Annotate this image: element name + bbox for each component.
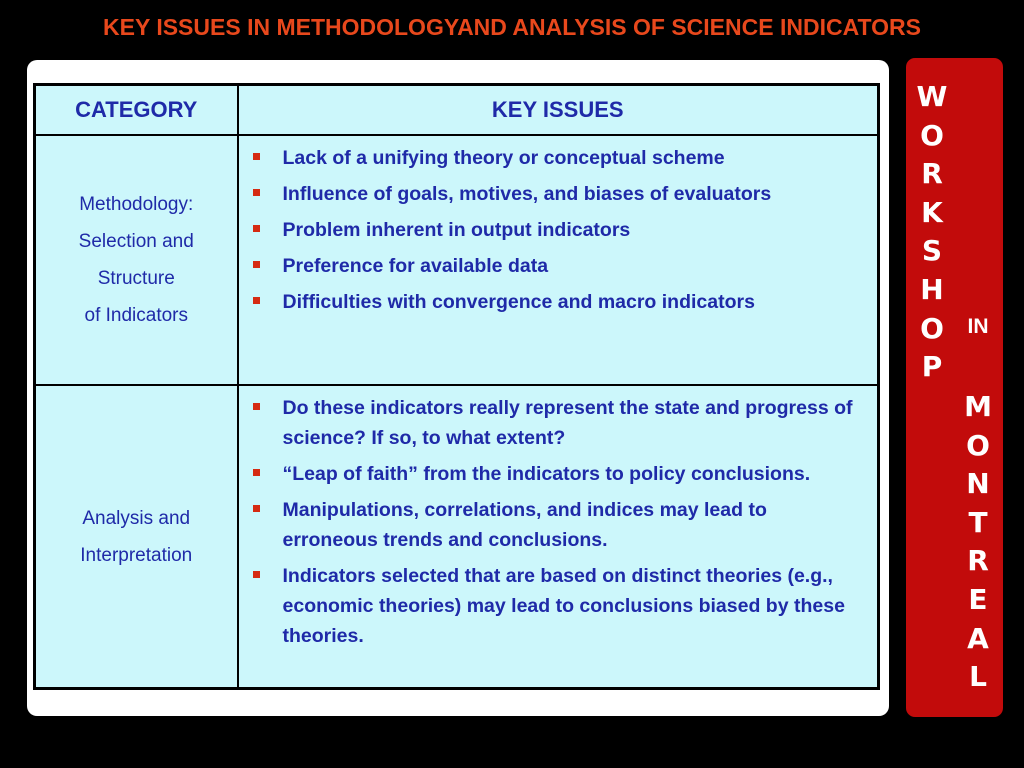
issue-text: Problem inherent in output indicators [282, 219, 631, 241]
issues-cell-methodology [238, 135, 879, 385]
workshop-letter: H [920, 272, 944, 306]
issue-text: Influence of goals, motives, and biases of evaluators [282, 183, 772, 205]
square-bullet-icon [253, 505, 260, 512]
square-bullet-icon [253, 189, 260, 196]
workshop-letter: W [916, 80, 948, 113]
square-bullet-icon [253, 225, 260, 232]
workshop-letter: O [920, 118, 944, 152]
workshop-letter: S [921, 234, 943, 268]
issue-text: Difficulties with convergence and macro indicators [282, 291, 755, 313]
montreal-letter: N [966, 467, 990, 501]
category-line: Methodology: [79, 194, 194, 215]
square-bullet-icon [253, 261, 260, 268]
category-line: Interpretation [80, 544, 193, 566]
workshop-vertical-text [906, 78, 958, 387]
montreal-vertical-text [952, 388, 1004, 697]
montreal-letter: M [964, 390, 992, 423]
table-row-methodology [35, 135, 879, 385]
square-bullet-icon [253, 469, 260, 476]
square-bullet-icon [253, 403, 260, 410]
workshop-letter: P [921, 350, 943, 384]
category-line: Analysis and [82, 507, 191, 529]
montreal-letter: R [967, 544, 989, 578]
list-item [251, 179, 868, 209]
issue-text: Manipulations, correlations, and indices may lead to erroneous trends and conclusions. [282, 499, 767, 551]
list-item [251, 143, 868, 173]
key-issues-header: KEY ISSUES [238, 85, 879, 136]
category-cell-analysis [35, 385, 238, 689]
square-bullet-icon [253, 571, 260, 578]
workshop-letter: K [921, 195, 943, 229]
table-row-analysis [35, 385, 879, 689]
issue-text: “Leap of faith” from the indicators to policy conclusions. [282, 463, 811, 485]
category-line: Structure [97, 268, 175, 289]
montreal-letter: E [968, 582, 988, 616]
issue-list [251, 143, 868, 317]
list-item [251, 215, 868, 245]
issue-text: Preference for available data [282, 255, 549, 277]
list-item [251, 561, 868, 651]
workshop-letter: R [921, 157, 943, 191]
list-item [251, 393, 868, 453]
list-item [251, 495, 868, 555]
category-cell-methodology [35, 135, 238, 385]
issue-text: Lack of a unifying theory or conceptual scheme [282, 147, 725, 169]
slide-title: KEY ISSUES IN METHODOLOGYAND ANALYSIS OF SCIENCE INDICATORS [103, 14, 921, 40]
category-line: Selection and [78, 231, 194, 252]
montreal-letter: A [967, 621, 989, 655]
list-item [251, 251, 868, 281]
table-header-row [35, 85, 879, 136]
list-item [251, 287, 868, 317]
in-word: IN [967, 315, 989, 338]
issue-text: Indicators selected that are based on distinct theories (e.g., economic theories) may lead to conclusions biased by these theories. [282, 565, 845, 647]
workshop-banner [906, 58, 1003, 717]
montreal-letter: L [969, 660, 987, 694]
workshop-letter: O [920, 311, 944, 345]
montreal-letter: T [968, 505, 988, 539]
issues-cell-analysis [238, 385, 879, 689]
list-item [251, 459, 868, 489]
category-line: of Indicators [84, 305, 188, 326]
issue-text: Do these indicators really represent the state and progress of science? If so, to what extent? [282, 397, 853, 449]
square-bullet-icon [253, 297, 260, 304]
montreal-letter: O [966, 428, 990, 462]
key-issues-table [33, 83, 880, 690]
category-header: CATEGORY [35, 85, 238, 136]
square-bullet-icon [253, 153, 260, 160]
issue-list [251, 393, 868, 651]
